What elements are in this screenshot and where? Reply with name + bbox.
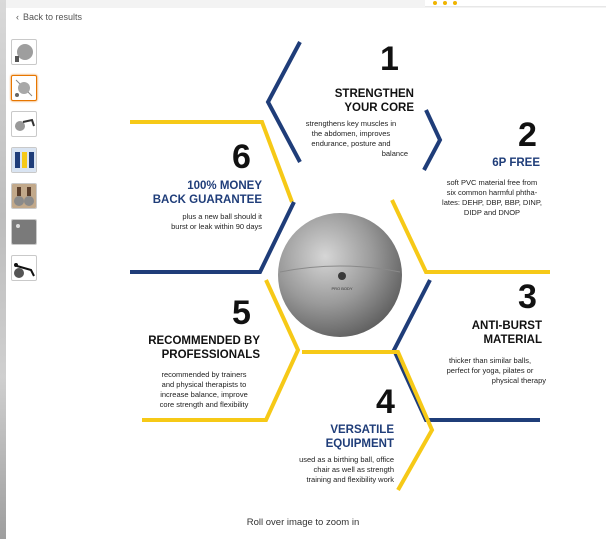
feature-5-number: 5 xyxy=(232,294,251,332)
feature-3-desc xyxy=(434,356,546,386)
thumbnail-strip xyxy=(11,39,37,291)
feature-6-number: 6 xyxy=(232,138,251,176)
feature-5-desc-line: recommended by trainers xyxy=(161,370,247,379)
feature-1-title-line1: STRENGTHEN xyxy=(334,88,414,100)
feature-6-title-line1: 100% MONEY xyxy=(187,180,262,192)
feature-4-title-line1: VERSATILE xyxy=(330,424,394,436)
feature-6-title-line2: BACK GUARANTEE xyxy=(152,194,262,206)
feature-3-desc-line: thicker than similar balls, xyxy=(448,356,532,365)
feature-5-title xyxy=(130,334,260,362)
feature-4-desc-line: training and flexibility work xyxy=(306,475,394,484)
feature-4-title-line2: EQUIPMENT xyxy=(325,438,394,450)
feature-3-desc-line: physical therapy xyxy=(491,376,546,385)
feature-1-title-line2: YOUR CORE xyxy=(344,102,414,114)
feature-5-desc-line: and physical therapists to xyxy=(161,380,247,389)
top-bar xyxy=(425,0,606,7)
accessories-image-icon xyxy=(12,76,36,100)
feature-5-desc xyxy=(144,370,264,410)
feature-1-desc-line: strengthens key muscles in xyxy=(305,119,397,128)
feature-4-title xyxy=(290,423,394,451)
exercise-ball-image xyxy=(275,210,405,340)
ball-image-icon xyxy=(12,40,36,64)
feature-5-title-line1: RECOMMENDED BY xyxy=(148,335,260,347)
back-to-results-link[interactable] xyxy=(16,12,82,22)
feature-6-desc-line: burst or leak within 90 days xyxy=(171,222,262,231)
thumbnail-group-class[interactable] xyxy=(11,183,37,209)
feature-5-title-line2: PROFESSIONALS xyxy=(161,349,260,361)
dot-icon xyxy=(443,1,447,5)
feature-2-desc-line: six common harmful phtha- xyxy=(446,188,538,197)
thumbnail-woman-exercising[interactable] xyxy=(11,111,37,137)
thumbnail-ball-accessories[interactable] xyxy=(11,75,37,101)
feature-4-desc-line: used as a birthing ball, office xyxy=(299,455,394,464)
ball-logo-text: PRO BODY xyxy=(331,286,353,291)
feature-2-desc-line: lates: DEHP, DBP, BBP, DINP, xyxy=(442,198,542,207)
feature-6-desc xyxy=(140,212,262,232)
dot-icon xyxy=(433,1,437,5)
group-class-icon xyxy=(12,184,36,208)
feature-1-desc-line: the abdomen, improves xyxy=(311,129,391,138)
feature-6-desc-line: plus a new ball should it xyxy=(182,212,262,221)
exercise-image-icon xyxy=(12,112,36,136)
feature-1-desc xyxy=(294,119,408,159)
feature-4-desc-line: chair as well as strength xyxy=(313,465,394,474)
feature-2-desc-line: DIDP and DNOP xyxy=(463,208,521,217)
feature-3-desc-line: perfect for yoga, pilates or xyxy=(446,366,534,375)
feature-1-desc-line: balance xyxy=(381,149,408,158)
left-background-strip xyxy=(0,0,6,539)
feature-1-number: 1 xyxy=(380,40,399,78)
zoom-hint: Roll over image to zoom in xyxy=(246,517,360,528)
feature-2-title: 6P FREE xyxy=(492,157,540,169)
feature-2-number: 2 xyxy=(518,116,537,154)
thumbnail-size-chart[interactable] xyxy=(11,147,37,173)
feature-3-title-line1: ANTI-BURST xyxy=(471,320,542,332)
dot-icon xyxy=(453,1,457,5)
thumbnail-ball-with-pump[interactable] xyxy=(11,39,37,65)
feature-3-title xyxy=(430,319,542,347)
feature-3-title-line2: MATERIAL xyxy=(483,334,542,346)
feature-4-number: 4 xyxy=(376,383,395,421)
feature-2-desc-line: soft PVC material free from xyxy=(446,178,538,187)
feature-5-desc-line: increase balance, improve xyxy=(160,390,248,399)
size-chart-icon xyxy=(12,148,36,172)
thumbnail-man-plank[interactable] xyxy=(11,255,37,281)
chevron-left-icon: ‹ xyxy=(16,12,19,22)
thumbnail-ball-closeup[interactable] xyxy=(11,219,37,245)
back-label: Back to results xyxy=(23,12,83,22)
browser-top-strip xyxy=(0,0,606,8)
feature-1-title xyxy=(290,87,414,115)
feature-2-desc xyxy=(434,178,550,218)
plank-image-icon xyxy=(12,256,36,280)
closeup-image-icon xyxy=(12,220,36,244)
feature-5-desc-line: core strength and flexibility xyxy=(159,400,249,409)
ball-logo-icon xyxy=(338,272,346,280)
feature-3-number: 3 xyxy=(518,278,537,316)
feature-1-desc-line: endurance, posture and xyxy=(311,139,391,148)
feature-6-title xyxy=(140,179,262,207)
feature-4-desc xyxy=(270,455,394,485)
